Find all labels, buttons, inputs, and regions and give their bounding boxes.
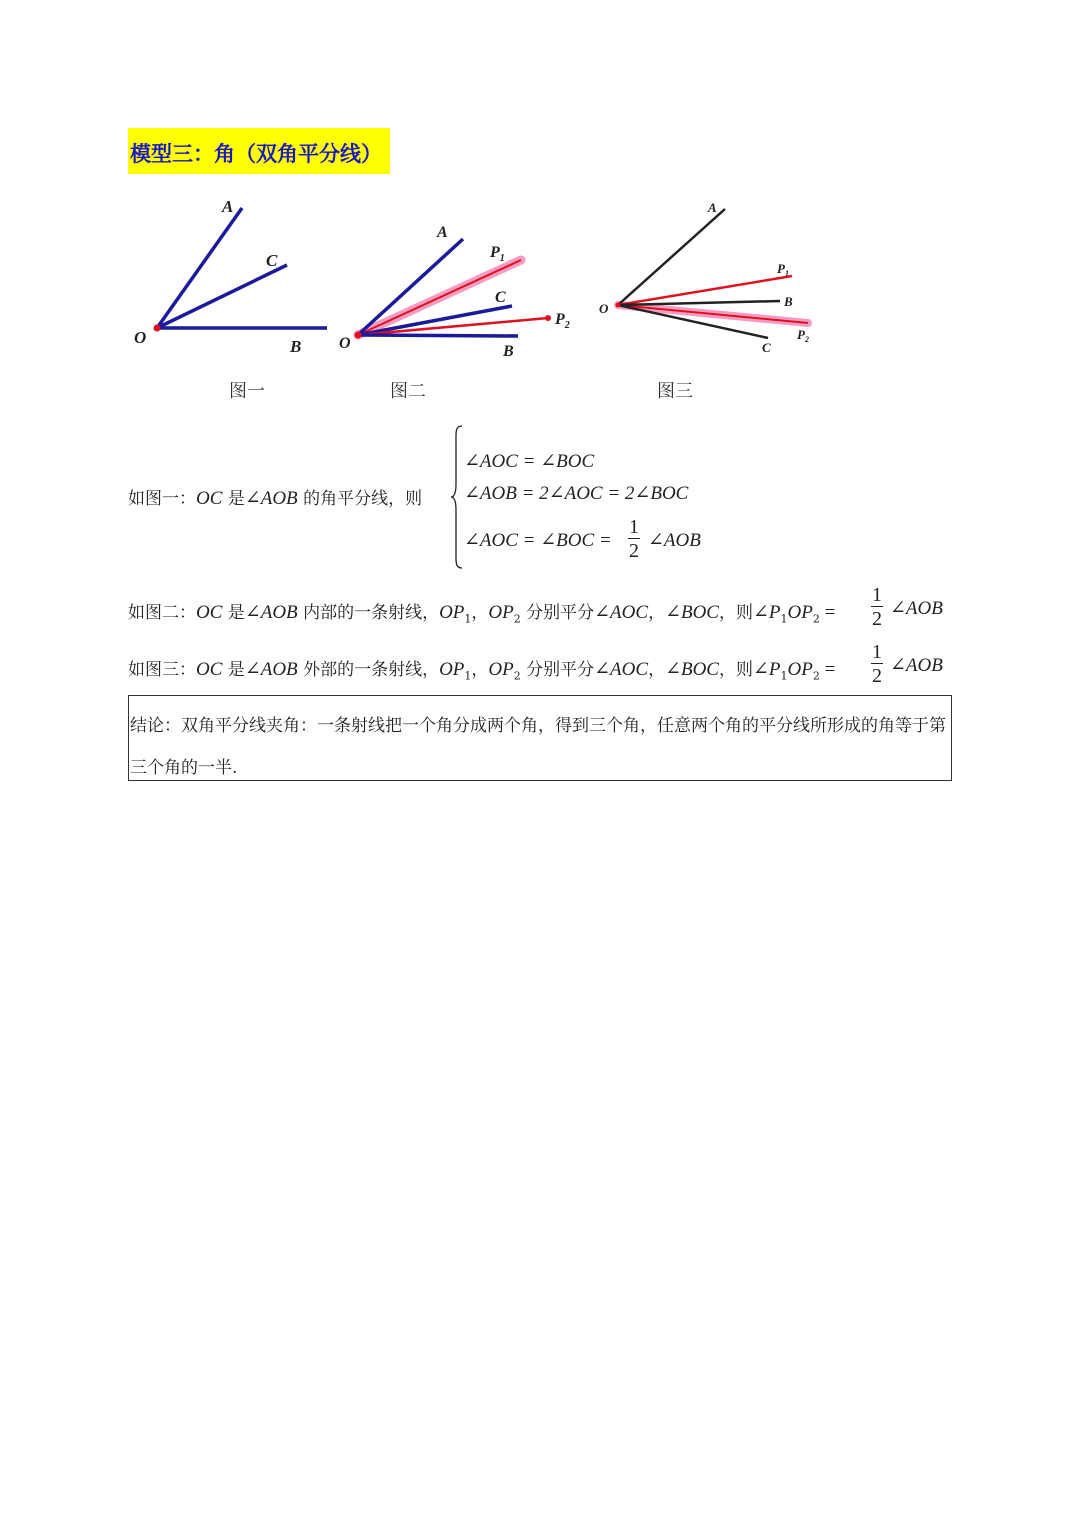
case2-statement: 如图二：OC 是∠AOB 内部的一条射线，$OP_1$，$OP_2$ 分别平分∠AOC，∠BOC，则$\angle P_1OP_2$ = (128, 602, 836, 626)
case1-eq2: ∠AOB = 2∠AOC = 2∠BOC (464, 483, 689, 504)
label-p2: $P_2$ (555, 311, 570, 331)
ray-oa (157, 208, 242, 328)
case1-eq1: ∠AOC = ∠BOC (464, 451, 595, 472)
label-a: A (437, 224, 448, 241)
vertex-o (355, 332, 362, 339)
label-p1: $P_1$ (490, 244, 505, 264)
figure-two (339, 224, 570, 360)
label-c: C (495, 289, 506, 306)
case1-statement: 如图一：OC 是∠AOB 的角平分线，则 (128, 488, 423, 509)
figure-one (134, 197, 327, 356)
label-a: A (222, 197, 234, 216)
case3-fraction: $\frac{1}{2}$ (872, 641, 882, 687)
label-c: C (762, 340, 771, 355)
vertex-o (154, 325, 161, 332)
label-p2: $P_2$ (797, 327, 809, 344)
figure-three (599, 200, 809, 355)
label-c: C (266, 251, 278, 270)
caption-fig1: 图一 (229, 381, 265, 402)
label-o: O (134, 328, 147, 347)
case1-eq3-fraction: $\frac{1}{2}$ (629, 516, 639, 562)
point-p2 (545, 315, 551, 321)
label-o: O (599, 301, 609, 316)
ray-oa (358, 239, 463, 335)
system-brace (450, 424, 464, 570)
case1-eq3-left: ∠AOC = ∠BOC = (464, 530, 612, 551)
label-p1: $P_1$ (777, 261, 789, 278)
case3-statement: 如图三：OC 是∠AOB 外部的一条射线，$OP_1$，$OP_2$ 分别平分∠AOC，∠BOC，则$\angle P_1OP_2$ = (128, 659, 836, 683)
ray-ob (358, 335, 518, 336)
figures (0, 190, 1080, 370)
case2-rhs: ∠AOB (890, 598, 943, 619)
caption-fig2: 图二 (390, 381, 426, 402)
vertex-o (616, 303, 621, 308)
case1-eq3-right: ∠AOB (648, 530, 701, 551)
label-b: B (290, 337, 302, 356)
caption-fig3: 图三 (657, 381, 693, 402)
label-b: B (503, 343, 514, 360)
conclusion-text: 结论：双角平分线夹角：一条射线把一个角分成两个角，得到三个角，任意两个角的平分线所形成的角等于第三个角的一半. (130, 716, 946, 778)
page-title: 模型三：角（双角平分线） (130, 142, 382, 166)
label-o: O (339, 335, 351, 352)
ray-oc (157, 265, 287, 328)
case2-fraction: $\frac{1}{2}$ (872, 584, 882, 630)
case3-rhs: ∠AOB (890, 655, 943, 676)
label-b: B (784, 294, 793, 309)
label-a: A (708, 200, 717, 215)
ray-op2 (618, 305, 808, 323)
